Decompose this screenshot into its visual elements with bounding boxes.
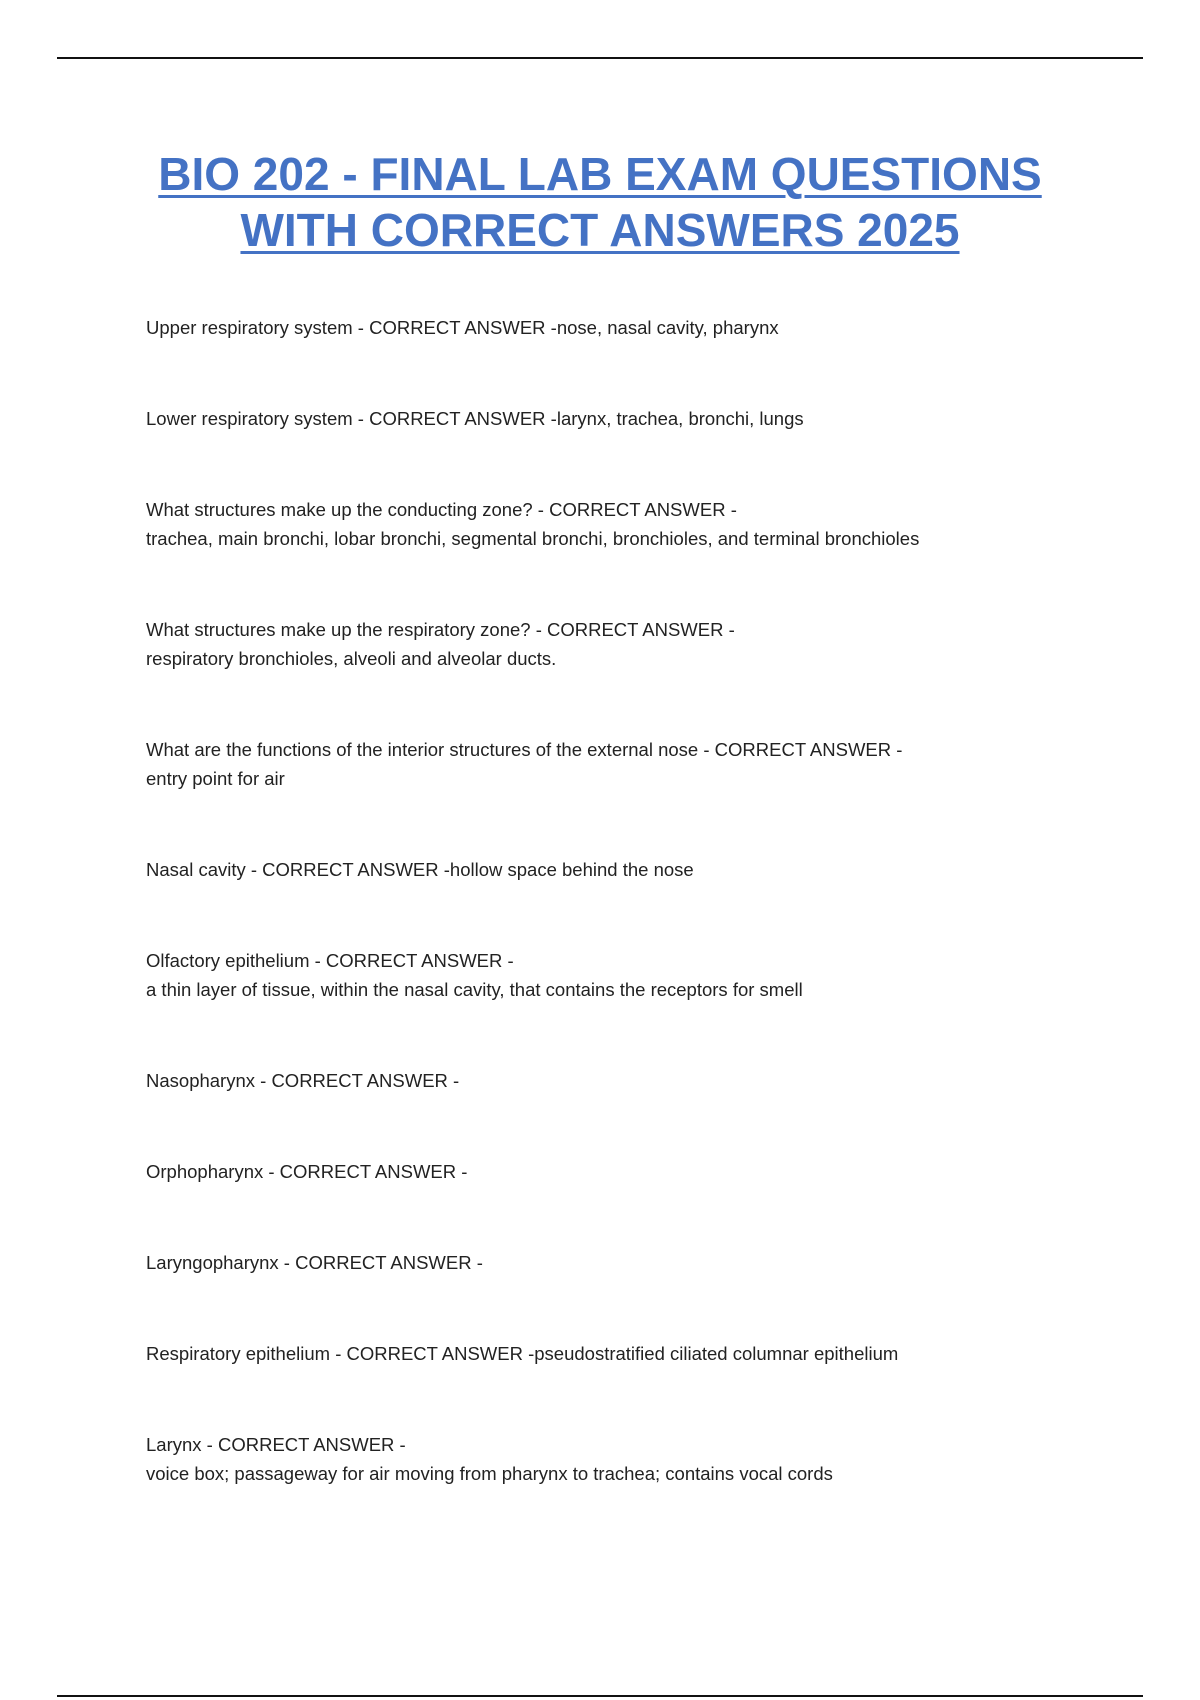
qa-item [146,735,1106,793]
top-rule [57,57,1143,59]
qa-answer: trachea, main bronchi, lobar bronchi, segmental bronchi, bronchioles, and terminal bronchioles [146,528,920,549]
qa-text: Lower respiratory system - CORRECT ANSWER -larynx, trachea, bronchi, lungs [146,408,804,429]
bottom-rule [57,1695,1143,1697]
qa-answer: respiratory bronchioles, alveoli and alveolar ducts. [146,648,557,669]
qa-item [146,1339,1106,1368]
qa-text: Upper respiratory system - CORRECT ANSWER -nose, nasal cavity, pharynx [146,317,779,338]
qa-question: Larynx - CORRECT ANSWER - [146,1434,406,1455]
qa-item [146,313,1106,342]
qa-item [146,495,1106,553]
qa-list [146,313,1106,1550]
qa-question: What structures make up the respiratory zone? - CORRECT ANSWER - [146,619,735,640]
document-title-line-1: BIO 202 - FINAL LAB EXAM QUESTIONS [158,148,1042,200]
qa-item [146,1248,1106,1277]
document-title [0,146,1200,258]
qa-item [146,1157,1106,1186]
qa-item [146,946,1106,1004]
qa-text: Orphopharynx - CORRECT ANSWER - [146,1161,468,1182]
qa-item [146,1066,1106,1095]
qa-text: Nasopharynx - CORRECT ANSWER - [146,1070,460,1091]
qa-item [146,615,1106,673]
qa-item [146,404,1106,433]
qa-question: What are the functions of the interior structures of the external nose - CORRECT ANSWER - [146,739,903,760]
qa-question: Olfactory epithelium - CORRECT ANSWER - [146,950,514,971]
qa-answer: entry point for air [146,768,285,789]
qa-answer: a thin layer of tissue, within the nasal cavity, that contains the receptors for smell [146,979,803,1000]
qa-item [146,855,1106,884]
qa-text: Laryngopharynx - CORRECT ANSWER - [146,1252,483,1273]
document-title-line-2: WITH CORRECT ANSWERS 2025 [240,204,960,256]
qa-answer: voice box; passageway for air moving from pharynx to trachea; contains vocal cords [146,1463,833,1484]
qa-text: Nasal cavity - CORRECT ANSWER -hollow space behind the nose [146,859,694,880]
qa-text: Respiratory epithelium - CORRECT ANSWER -pseudostratified ciliated columnar epithelium [146,1343,899,1364]
qa-item [146,1430,1106,1488]
qa-question: What structures make up the conducting zone? - CORRECT ANSWER - [146,499,737,520]
